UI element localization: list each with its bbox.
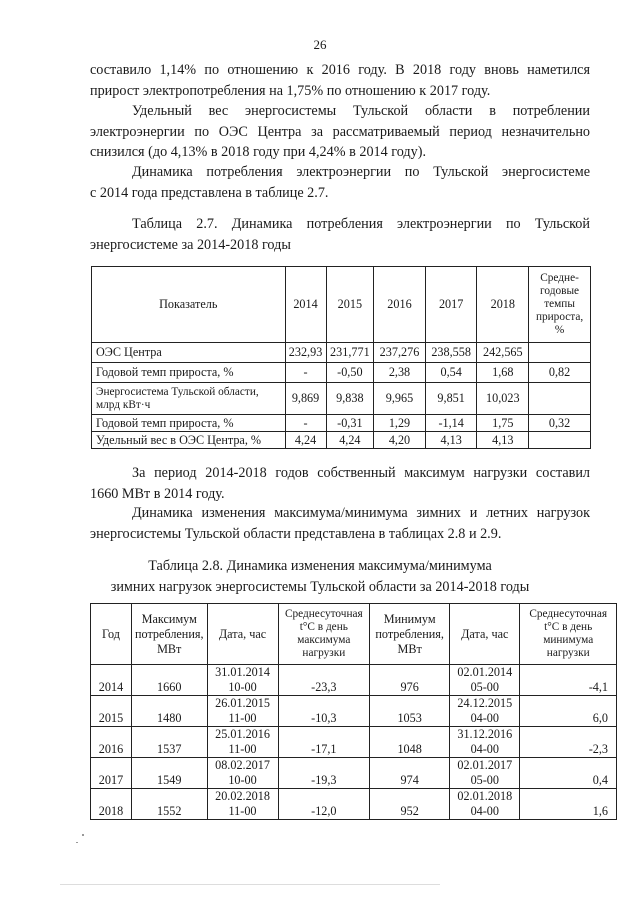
cell: 237,276 bbox=[374, 343, 426, 363]
cell: 0,82 bbox=[529, 363, 591, 383]
date: 25.01.2016 bbox=[215, 727, 270, 741]
page-number: 26 bbox=[313, 37, 327, 52]
time: 11-00 bbox=[228, 711, 257, 725]
cell: - bbox=[285, 415, 326, 432]
header-year: 2017 bbox=[425, 267, 477, 343]
min-cell: 976 bbox=[370, 665, 450, 696]
max-cell: 1549 bbox=[131, 758, 207, 789]
time: 11-00 bbox=[228, 742, 257, 756]
date: 02.01.2014 bbox=[457, 665, 513, 679]
temp-cell: 6,0 bbox=[520, 696, 617, 727]
text-line: электроэнергии по ОЭС Центра за рассматриваемый период незначительно bbox=[90, 123, 590, 140]
max-cell: 1537 bbox=[131, 727, 207, 758]
table-row bbox=[91, 789, 617, 820]
max-cell: 1660 bbox=[131, 665, 207, 696]
row-label: Энергосистема Тульской области, млрд кВт·ч bbox=[92, 383, 286, 415]
temp-cell: -23,3 bbox=[278, 665, 370, 696]
cell: 4,24 bbox=[285, 432, 326, 449]
min-cell: 1048 bbox=[370, 727, 450, 758]
text-line: составило 1,14% по отношению к 2016 году. В 2018 году вновь наметился bbox=[90, 62, 590, 78]
cell: -1,14 bbox=[425, 415, 477, 432]
table-row bbox=[92, 415, 591, 432]
cell: 4,24 bbox=[326, 432, 374, 449]
temp-cell: -10,3 bbox=[278, 696, 370, 727]
cell: 9,838 bbox=[326, 383, 374, 415]
table-row bbox=[91, 696, 617, 727]
text-line: Динамика потребления электроэнергии по Тульской энергосистеме bbox=[132, 164, 590, 180]
cell: 2,38 bbox=[374, 363, 426, 383]
header-date: Дата, час bbox=[450, 604, 520, 665]
header-year: 2016 bbox=[374, 267, 426, 343]
temp-cell: 0,4 bbox=[520, 758, 617, 789]
year-cell: 2018 bbox=[91, 789, 132, 820]
header-avg-growth: Средне-годовые темпы прироста, % bbox=[529, 267, 591, 343]
text-line: с 2014 года представлена в таблице 2.7. bbox=[90, 184, 329, 201]
cell: 242,565 bbox=[477, 343, 529, 363]
table-row bbox=[92, 383, 591, 415]
cell: -0,31 bbox=[326, 415, 374, 432]
max-cell: 1480 bbox=[131, 696, 207, 727]
date: 31.12.2016 bbox=[457, 727, 513, 741]
text-line: Динамика изменения максимума/минимума зимних и летних нагрузок bbox=[132, 505, 590, 521]
header-year: 2015 bbox=[326, 267, 374, 343]
min-cell: 952 bbox=[370, 789, 450, 820]
table-row bbox=[91, 758, 617, 789]
cell: -0,50 bbox=[326, 363, 374, 383]
row-label: Годовой темп прироста, % bbox=[92, 363, 286, 383]
cell: 10,023 bbox=[477, 383, 529, 415]
date: 02.01.2017 bbox=[457, 758, 513, 772]
time: 11-00 bbox=[228, 804, 257, 818]
time: 05-00 bbox=[470, 773, 499, 787]
cell: 0,54 bbox=[425, 363, 477, 383]
header-year: 2014 bbox=[285, 267, 326, 343]
header-min-temp: Среднесуточная t°C в день минимума нагрузки bbox=[520, 604, 617, 665]
year-cell: 2017 bbox=[91, 758, 132, 789]
date: 20.02.2018 bbox=[215, 789, 270, 803]
cell: 231,771 bbox=[326, 343, 374, 363]
header-max-temp: Среднесуточная t°C в день максимума нагрузки bbox=[278, 604, 370, 665]
paragraph-dynamics-intro bbox=[90, 162, 590, 203]
table-row bbox=[91, 665, 617, 696]
table-2-7-caption bbox=[90, 214, 590, 255]
header-year: 2018 bbox=[477, 267, 529, 343]
text-line: За период 2014-2018 годов собственный максимум нагрузки составил bbox=[132, 465, 590, 481]
date-cell bbox=[450, 696, 520, 727]
table-row bbox=[92, 343, 591, 363]
table-row bbox=[92, 363, 591, 383]
cell: 238,558 bbox=[425, 343, 477, 363]
header-date: Дата, час bbox=[207, 604, 278, 665]
cell: 1,75 bbox=[477, 415, 529, 432]
cell: 1,68 bbox=[477, 363, 529, 383]
table-2-8 bbox=[90, 603, 617, 820]
cell: 9,965 bbox=[374, 383, 426, 415]
date: 24.12.2015 bbox=[457, 696, 513, 710]
max-cell: 1552 bbox=[131, 789, 207, 820]
cell: 9,869 bbox=[285, 383, 326, 415]
temp-cell: -12,0 bbox=[278, 789, 370, 820]
date-cell bbox=[207, 758, 278, 789]
date-cell bbox=[207, 696, 278, 727]
cell: 9,851 bbox=[425, 383, 477, 415]
date-cell bbox=[450, 727, 520, 758]
text-line: прирост электропотребления на 1,75% по отношению к 2017 году. bbox=[90, 82, 491, 99]
time: 04-00 bbox=[470, 804, 499, 818]
paragraph-max-load bbox=[90, 463, 590, 504]
cell: 1,29 bbox=[374, 415, 426, 432]
time: 04-00 bbox=[470, 742, 499, 756]
date: 02.01.2018 bbox=[457, 789, 513, 803]
date-cell bbox=[207, 727, 278, 758]
table-header-row bbox=[91, 604, 617, 665]
cell: 4,20 bbox=[374, 432, 426, 449]
cell: 232,93 bbox=[285, 343, 326, 363]
scan-speck bbox=[76, 842, 78, 843]
min-cell: 1053 bbox=[370, 696, 450, 727]
year-cell: 2015 bbox=[91, 696, 132, 727]
table-row bbox=[91, 727, 617, 758]
caption-line: Таблица 2.7. Динамика потребления электроэнергии по Тульской bbox=[132, 216, 590, 232]
table-2-7 bbox=[91, 266, 591, 449]
time: 10-00 bbox=[228, 773, 257, 787]
header-min: Минимум потребления, МВт bbox=[370, 604, 450, 665]
cell: 4,13 bbox=[425, 432, 477, 449]
scan-edge bbox=[60, 884, 440, 885]
temp-cell: 1,6 bbox=[520, 789, 617, 820]
cell: - bbox=[285, 363, 326, 383]
paragraph-specific-weight bbox=[90, 101, 590, 163]
date: 26.01.2015 bbox=[215, 696, 270, 710]
paragraph-tables-intro bbox=[90, 503, 590, 544]
paragraph-continuation bbox=[90, 60, 590, 101]
time: 04-00 bbox=[470, 711, 499, 725]
caption-line: Таблица 2.8. Динамика изменения максимума/минимума bbox=[148, 558, 492, 574]
caption-line: энергосистеме за 2014-2018 годы bbox=[90, 236, 291, 253]
header-max: Максимум потребления, МВт bbox=[131, 604, 207, 665]
date-cell bbox=[207, 789, 278, 820]
row-label: Годовой темп прироста, % bbox=[92, 415, 286, 432]
temp-cell: -19,3 bbox=[278, 758, 370, 789]
text-line: 1660 МВт в 2014 году. bbox=[90, 485, 225, 502]
cell bbox=[529, 432, 591, 449]
table-header-row bbox=[92, 267, 591, 343]
time: 10-00 bbox=[228, 680, 257, 694]
cell bbox=[529, 343, 591, 363]
row-label: Удельный вес в ОЭС Центра, % bbox=[92, 432, 286, 449]
table-row bbox=[92, 432, 591, 449]
row-label: ОЭС Центра bbox=[92, 343, 286, 363]
text-line: Удельный вес энергосистемы Тульской области в потреблении bbox=[132, 103, 590, 119]
date-cell bbox=[450, 665, 520, 696]
year-cell: 2016 bbox=[91, 727, 132, 758]
date-cell bbox=[207, 665, 278, 696]
temp-cell: -4,1 bbox=[520, 665, 617, 696]
scan-speck bbox=[82, 834, 84, 836]
temp-cell: -2,3 bbox=[520, 727, 617, 758]
temp-cell: -17,1 bbox=[278, 727, 370, 758]
date: 08.02.2017 bbox=[215, 758, 270, 772]
cell: 0,32 bbox=[529, 415, 591, 432]
date-cell bbox=[450, 758, 520, 789]
year-cell: 2014 bbox=[91, 665, 132, 696]
text-line: снизился (до 4,13% в 2018 году при 4,24% в 2014 году). bbox=[90, 144, 427, 160]
text-line: энергосистемы Тульской области представлена в таблицах 2.8 и 2.9. bbox=[90, 525, 502, 542]
header-indicator: Показатель bbox=[92, 267, 286, 343]
header-year: Год bbox=[91, 604, 132, 665]
min-cell: 974 bbox=[370, 758, 450, 789]
date-cell bbox=[450, 789, 520, 820]
cell bbox=[529, 383, 591, 415]
cell: 4,13 bbox=[477, 432, 529, 449]
caption-line: зимних нагрузок энергосистемы Тульской области за 2014-2018 годы bbox=[110, 578, 530, 595]
time: 05-00 bbox=[470, 680, 499, 694]
date: 31.01.2014 bbox=[215, 665, 270, 679]
table-2-8-caption bbox=[0, 556, 640, 597]
